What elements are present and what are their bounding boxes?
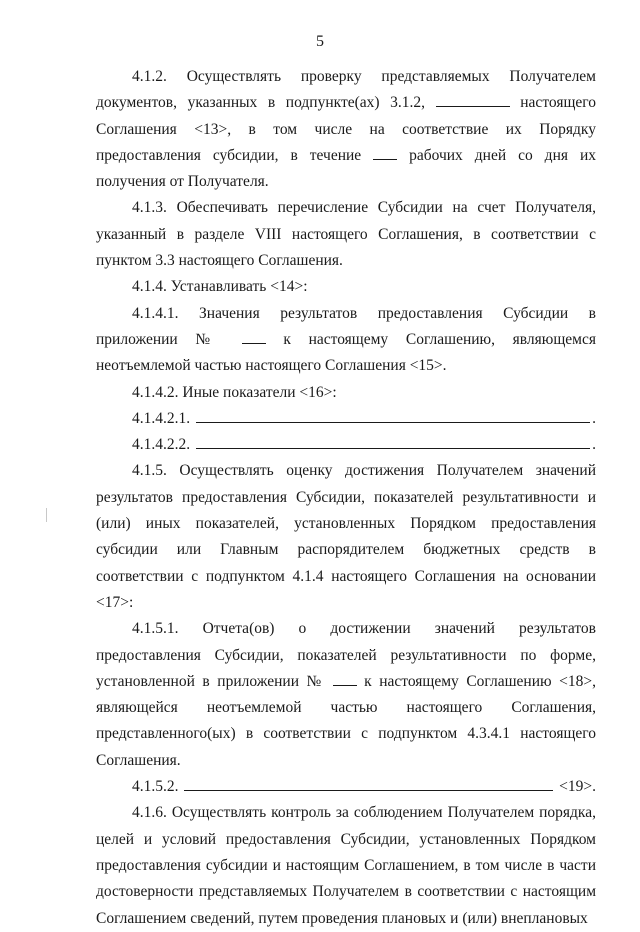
fill-line-end: . bbox=[592, 409, 596, 427]
paragraph-4-1-5: 4.1.5. Осуществлять оценку достижения Получателем значений результатов предоставления Субсидии, показателей результативности и (или) иных показателей, установленных Порядком предоставления субсидии или Главным распорядителем бюджетных средств в соответствии с подпунктом 4.1.4 настоящего Соглашения на основании <17>: bbox=[96, 462, 596, 611]
paragraph-4-1-5-1-text-a: 4.1.5.1. Отчета(ов) о достижении значений результатов предоставления Субсидии, показателей результативности по форме, установленной в приложении № bbox=[96, 620, 596, 690]
paragraph-4-1-4: 4.1.4. Устанавливать <14>: bbox=[132, 278, 308, 296]
fill-line-rule bbox=[196, 432, 590, 449]
document-body bbox=[96, 64, 596, 932]
paragraph-4-1-4-1-text-b: к настоящему Соглашению, являющемся неотъемлемой частью настоящего Соглашения <15>. bbox=[96, 330, 596, 375]
blank-field bbox=[436, 92, 510, 107]
blank-field bbox=[333, 671, 357, 686]
fill-line-rule bbox=[184, 774, 553, 791]
fill-line-end: . bbox=[592, 436, 596, 454]
paragraph-4-1-3: 4.1.3. Обеспечивать перечисление Субсидии на счет Получателя, указанный в разделе VIII настоящего Соглашения, в соответствии с пунктом 3.3 настоящего Соглашения. bbox=[96, 199, 596, 270]
fill-line-label: 4.1.5.2. bbox=[132, 778, 183, 796]
paragraph-4-1-5-1 bbox=[96, 616, 596, 774]
paragraph-4-1-5-1-text-b: к настоящему Соглашению <18>, являющейся неотъемлемой частью настоящего Соглашения, представленного(ых) в соответствии с подпунктом 4.3.4.1 настоящего Соглашения. bbox=[96, 672, 596, 769]
blank-field bbox=[373, 145, 397, 160]
paragraph-4-1-4-2: 4.1.4.2. Иные показатели <16>: bbox=[132, 383, 337, 401]
paragraph-4-1-2-text-a: 4.1.2. Осуществлять проверку представляемых Получателем документов, указанных в подпункте(ах) 3.1.2, bbox=[96, 68, 596, 112]
blank-field bbox=[242, 329, 266, 344]
paragraph-4-1-4-1-text-a: 4.1.4.1. Значения результатов предоставления Субсидии в приложении № bbox=[96, 304, 596, 348]
paragraph-4-1-6: 4.1.6. Осуществлять контроль за соблюдением Получателем порядка, целей и условий предоставления Субсидии, установленных Порядком предоставления субсидии и настоящим Соглашением, в том числе в части достоверности представляемых Получателем в соответствии с настоящим Соглашением сведений, путем проведения плановых и (или) внеплановых bbox=[96, 804, 596, 927]
fill-line-rule bbox=[196, 406, 590, 423]
fill-line-end: <19>. bbox=[555, 778, 596, 796]
paragraph-4-1-2 bbox=[96, 64, 596, 195]
margin-mark bbox=[46, 508, 47, 522]
paragraph-4-1-2-text-c: рабочих дней со дня их получения от Получателя. bbox=[96, 146, 597, 191]
paragraph-4-1-5-2 bbox=[96, 774, 596, 800]
fill-line-label: 4.1.4.2.1. bbox=[132, 409, 194, 427]
paragraph-4-1-2-text-b: настоящего Соглашения <13>, в том числе на соответствие их Порядку предоставления субсидии, в течение bbox=[96, 94, 597, 164]
page-number: 5 bbox=[316, 33, 324, 50]
paragraph-4-1-4-2-2 bbox=[96, 432, 596, 458]
paragraph-4-1-4-1 bbox=[96, 301, 596, 380]
fill-line-label: 4.1.4.2.2. bbox=[132, 436, 194, 454]
paragraph-4-1-4-2-1 bbox=[96, 406, 596, 432]
